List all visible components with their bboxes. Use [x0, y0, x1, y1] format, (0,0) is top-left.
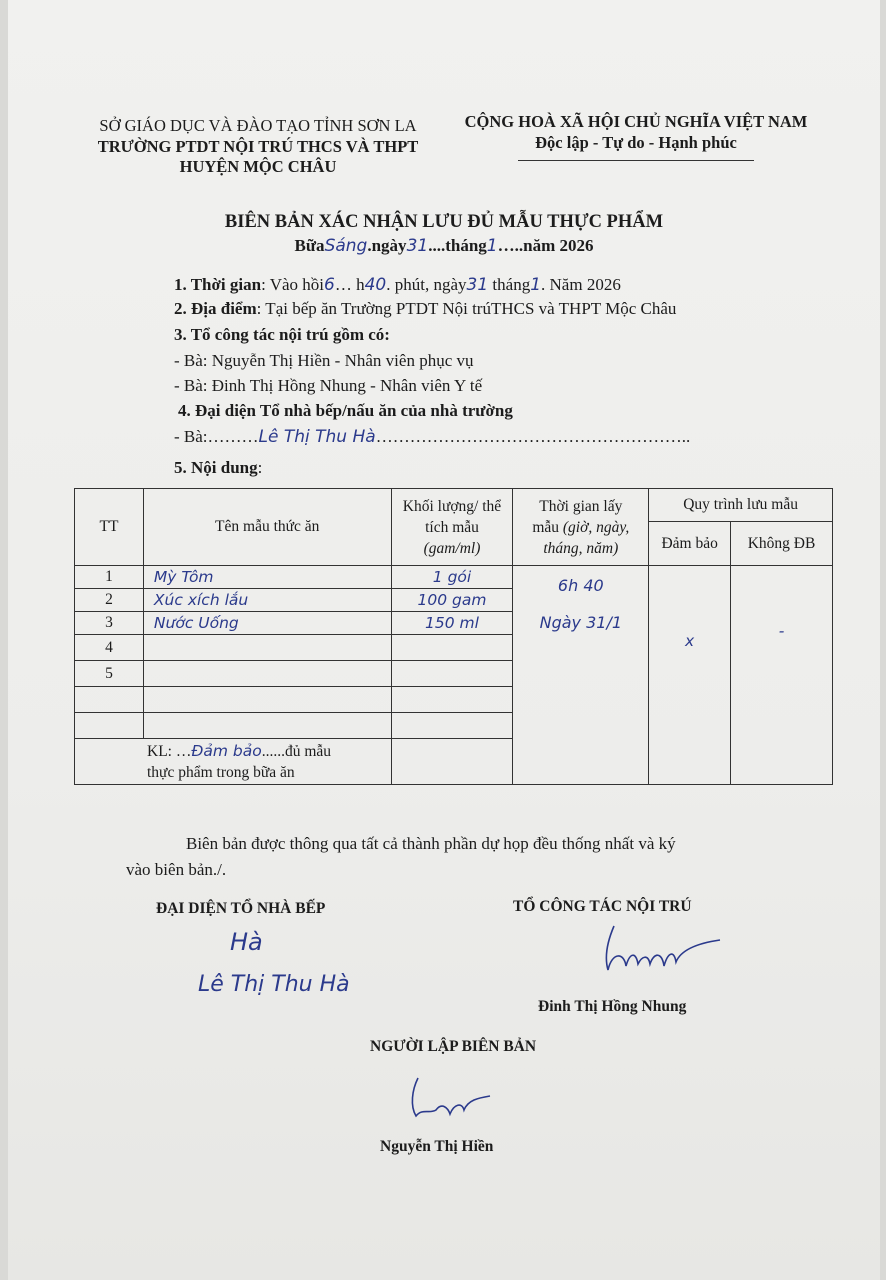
not-ok-cell: - — [731, 566, 833, 785]
document-title: BIÊN BẢN XÁC NHẬN LƯU ĐỦ MẪU THỰC PHẨM — [224, 212, 664, 232]
board-member-1: - Bà: Nguyễn Thị Hiền - Nhân viên phục vụ — [174, 351, 474, 370]
col-process-header: Quy trình lưu mẫu — [649, 489, 833, 522]
department-name: SỞ GIÁO DỤC VÀ ĐÀO TẠO TỈNH SƠN LA — [99, 116, 417, 135]
section-content-label: 5. Nội dung: — [174, 458, 263, 477]
motto: Độc lập - Tự do - Hạnh phúc — [535, 133, 737, 152]
board-sign-title: TỔ CÔNG TÁC NỘI TRÚ — [513, 898, 692, 915]
day-value: 31 — [406, 236, 429, 256]
col-time-header: Thời gian lấy mẫu (giờ, ngày, tháng, năm) — [513, 489, 649, 566]
table-row: 4 — [75, 635, 833, 661]
section-time: 1. Thời gian: Vào hồi6… h40. phút, ngày31 tháng1. Năm 2026 — [174, 275, 621, 295]
document-page — [8, 0, 880, 1280]
section-board-label: 3. Tổ công tác nội trú gồm có: — [174, 325, 390, 344]
kitchen-signature: Hà — [230, 928, 263, 956]
col-tt-header: TT — [75, 489, 144, 566]
col-weight-header: Khối lượng/ thể tích mẫu (gam/ml) — [391, 489, 513, 566]
col-ok-header: Đảm bảo — [649, 522, 731, 566]
time-cell: 6h 40 Ngày 31/1 — [513, 566, 649, 785]
section-kitchen-label: 4. Đại diện Tổ nhà bếp/nấu ăn của nhà trường — [178, 401, 513, 420]
table-row: 1 Mỳ Tôm 1 gói 6h 40 Ngày 31/1 x - — [75, 566, 833, 589]
meal-value: Sáng — [324, 236, 368, 256]
nation-name: CỘNG HOÀ XÃ HỘI CHỦ NGHĨA VIỆT NAM — [464, 112, 808, 131]
sample-table — [74, 488, 833, 785]
ok-cell: x — [649, 566, 731, 785]
kitchen-representative: - Bà:………Lê Thị Thu Hà……………………………………………….. — [174, 427, 691, 447]
closing-text-1: Biên bản được thông qua tất cả thành phần dự họp đều thống nhất và ký — [186, 834, 676, 853]
board-signature-mark — [596, 922, 726, 978]
recorder-name: Nguyễn Thị Hiền — [380, 1138, 494, 1155]
district-name: HUYỆN MỘC CHÂU — [179, 157, 337, 176]
conclusion-cell: KL: …Đảm bảo......đủ mẫu thực phẩm trong bữa ăn — [75, 739, 392, 785]
meal-date-line: BữaSáng.ngày31....tháng1…..năm 2026 — [294, 236, 594, 256]
section-location: 2. Địa điểm: Tại bếp ăn Trường PTDT Nội trúTHCS và THPT Mộc Châu — [174, 299, 677, 318]
board-signer-name: Đinh Thị Hồng Nhung — [538, 998, 687, 1015]
table-row: 3 Nước Uống 150 ml — [75, 612, 833, 635]
recorder-signature-mark — [408, 1074, 498, 1122]
motto-underline — [518, 160, 754, 161]
kitchen-signer-handwritten: Lê Thị Thu Hà — [198, 972, 350, 997]
col-not-ok-header: Không ĐB — [731, 522, 833, 566]
table-row: 2 Xúc xích lắu 100 gam — [75, 589, 833, 612]
table-row: 5 — [75, 661, 833, 687]
month-value: 1 — [486, 236, 498, 256]
board-member-2: - Bà: Đinh Thị Hồng Nhung - Nhân viên Y tế — [174, 376, 483, 395]
recorder-sign-title: NGƯỜI LẬP BIÊN BẢN — [370, 1038, 537, 1055]
col-name-header: Tên mẫu thức ăn — [143, 489, 391, 566]
closing-text-2: vào biên bản./. — [126, 860, 227, 879]
school-name: TRƯỜNG PTDT NỘI TRÚ THCS VÀ THPT — [97, 137, 419, 156]
kitchen-sign-title: ĐẠI DIỆN TỔ NHÀ BẾP — [156, 900, 326, 917]
